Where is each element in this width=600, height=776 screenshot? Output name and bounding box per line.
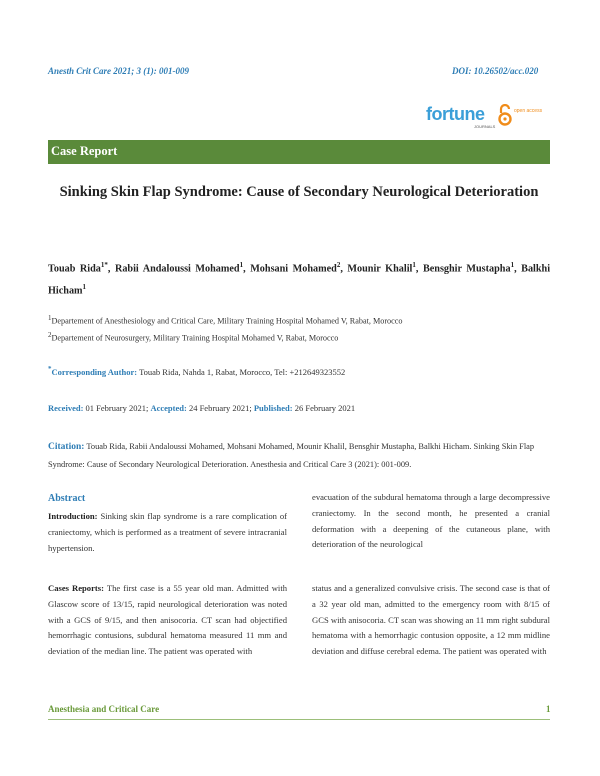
abstract-right-para2: status and a generalized convulsive crisis. The second case is that of a 32 year old man, admitted to the emergency room with 8/15 of GCS with anisocoria. CT scan was showing an 11 mm right subdural hematoma with a hemorrhagic contusion opposite, a 12 mm midline deviation and diffuse cerebral edema. The patient was operated with [312,583,550,657]
author-name: Mounir Khalil [347,263,413,275]
corresponding-label: Corresponding Author: [51,366,138,377]
journal-reference: Anesth Crit Care 2021; 3 (1): 001-009 [48,66,190,76]
cases-label: Cases Reports: [48,583,104,593]
publisher-logo [426,104,496,129]
citation-label: Citation: [48,442,85,452]
affiliation [48,331,338,343]
accepted-label: Accepted: [150,403,187,413]
published-date: 26 February 2021 [294,403,356,413]
intro-text: Sinking skin flap syndrome is a rare complication of craniectomy, which is performed as a treatment of severe intracranial hypertension. [48,511,287,553]
author-name: Rabii Andaloussi Mohamed [114,263,240,275]
corresponding-author [48,365,345,377]
doi-link[interactable]: DOI: 10.26502/acc.020 [452,66,539,76]
publisher-logo-text: fortune [426,104,485,124]
abstract-right-para1: evacuation of the subdural hematoma through a large decompressive craniectomy. In the second month, he presented a cranial deformation with a deepening of the cutaneous plane, with deterioration of the neurological [312,492,550,550]
author-name: Touab Rida [48,263,101,275]
section-label: Case Report [51,144,118,158]
author-sup: 1 [412,261,416,269]
received-date: 01 February 2021; [85,403,149,413]
affiliation-sup: 2 [48,331,52,339]
author-name: Bensghir Mustapha [422,263,511,275]
accepted-date: 24 February 2021; [188,403,252,413]
footer-divider [48,719,550,720]
author-sup: 1 [510,261,515,269]
author-sup: 2 [336,261,341,269]
author-sup: 1* [100,261,108,269]
author-list: Touab Rida$^{1*}$, Rabii Andaloussi Mohamed$^1$, Mohsani Mohamed$^2$, Mounir Khalil$^1$, Bensghir Mustapha$^1$, Balkhi Hicham$^1$ [48,261,551,297]
open-access-lock-icon [498,104,512,126]
author-sup: 1 [239,261,244,269]
publisher-logo-sub: JOURNALS [474,124,496,129]
author-sup: 1 [82,283,87,292]
abstract-cases [48,581,287,660]
open-access-label: open access [514,108,543,114]
affiliation-text: Departement of Neurosurgery, Military Training Hospital Mohamed V, Rabat, Morocco [51,333,339,343]
affiliation-sup: 1 [48,314,52,322]
article-title: Sinking Skin Flap Syndrome: Cause of Secondary Neurological Deterioration [59,184,539,200]
author-name: Balkhi Hicham [48,263,551,297]
cases-text: The first case is a 55 year old man. Admitted with Glascow score of 13/15, rapid neurological deterioration was noted with a GCS of 9/15, and then anisocoria. CT scan had objectified hemorrhagic contusions, subdural hematoma measured 11 mm and deviation of the median line. The patient was operated with [48,583,288,657]
publication-dates [48,403,355,413]
intro-label: Introduction: [48,511,98,521]
section-band [48,140,550,164]
citation [48,438,550,473]
affiliation [48,314,403,326]
received-label: Received: [48,403,84,413]
abstract-heading: Abstract [48,493,86,504]
abstract-intro [48,509,287,556]
corresponding-text: Touab Rida, Nahda 1, Rabat, Morocco, Tel: +212649323552 [139,366,346,377]
citation-text: Touab Rida, Rabii Andaloussi Mohamed, Mohsani Mohamed, Mounir Khalil, Bensghir Mustapha, Balkhi Hicham. Sinking Skin Flap Syndrome: Cause of Secondary Neurological Deterioration. Anesthesia and Critical Care 3 (2021): 001-009. [48,442,535,469]
affiliation-text: Departement of Anesthesiology and Critical Care, Military Training Hospital Mohamed V, Rabat, Morocco [51,316,403,326]
open-access-logo [498,104,550,128]
author-name: Mohsani Mohamed [250,263,337,275]
footer-journal: Anesthesia and Critical Care [48,704,160,714]
published-label: Published: [253,403,293,413]
page-number: 1 [546,704,551,714]
corresponding-sup: * [48,365,52,373]
